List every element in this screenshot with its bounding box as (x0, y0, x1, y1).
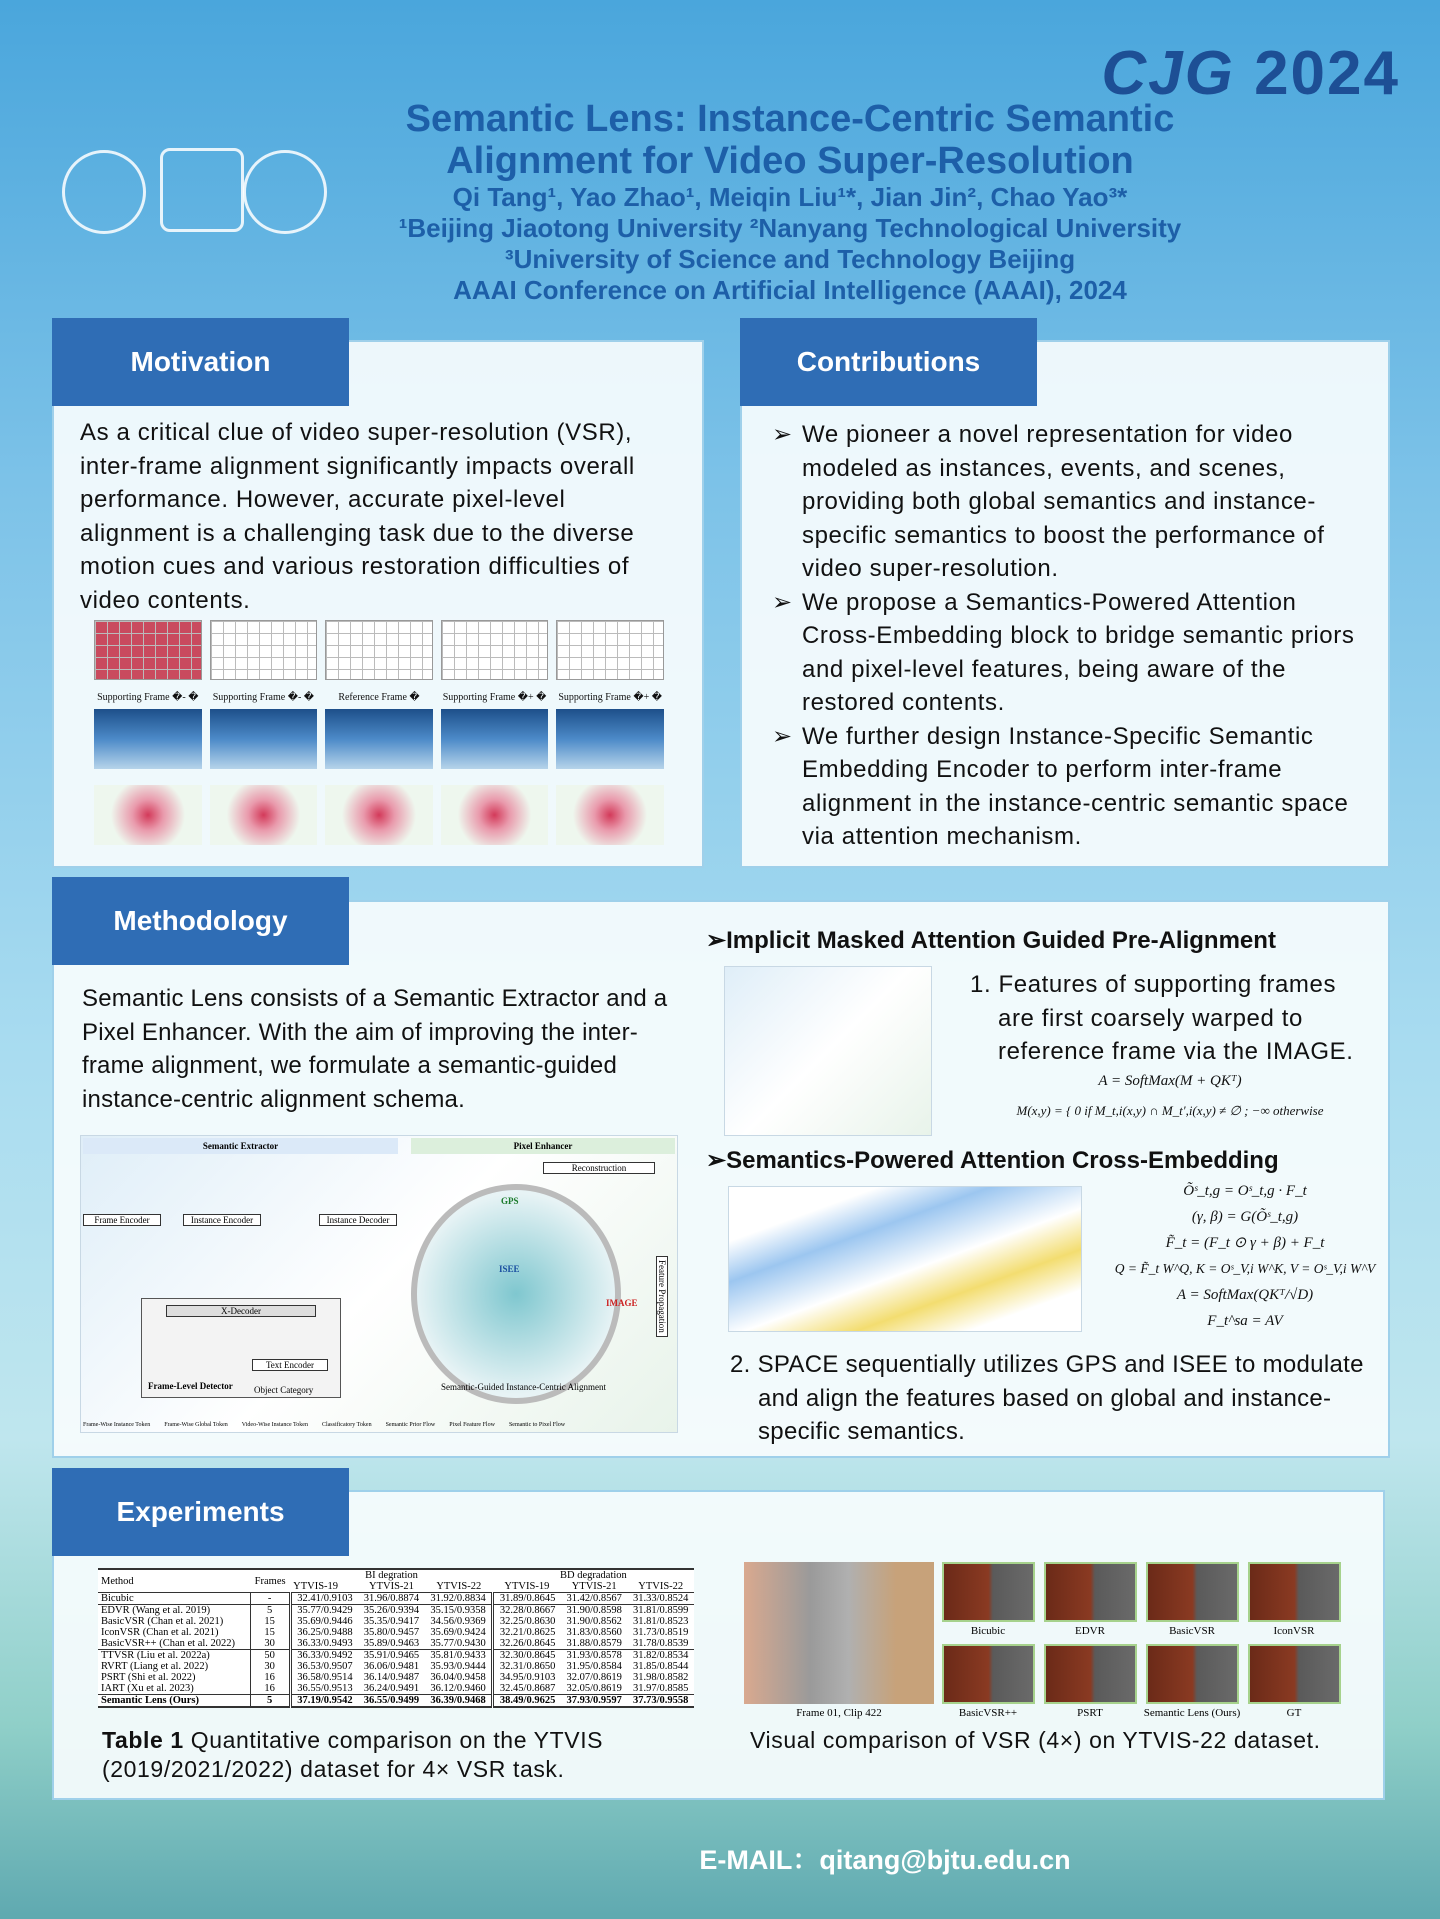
table-row (98, 1616, 694, 1627)
legend-item: Classificatory Token (321, 1422, 372, 1428)
frame-label: Supporting Frame �+ � (442, 692, 547, 703)
university-seal-1 (62, 150, 146, 234)
table-row (98, 1661, 694, 1672)
table-cell: 15 (250, 1627, 290, 1638)
legend-item: Video-Wise Instance Token (241, 1422, 308, 1428)
comparison-crop (1248, 1562, 1341, 1622)
comparison-crop (942, 1562, 1035, 1622)
equation: F_t^sa = AV (1207, 1313, 1283, 1329)
table-cell: Semantic Lens (Ours) (98, 1695, 250, 1708)
table-row (98, 1605, 694, 1617)
table-cell: 30 (250, 1638, 290, 1650)
sgica-label: Semantic-Guided Instance-Centric Alignment (441, 1382, 606, 1392)
frame-level-detector (141, 1298, 341, 1398)
section1-step: 1. Features of supporting frames are first coarsely warped to reference frame via the IMAGE. (970, 971, 1354, 1065)
experiments-heading: Experiments (52, 1468, 349, 1556)
comparison-crop (1146, 1644, 1239, 1704)
table-cell: 30 (250, 1661, 290, 1672)
mask-image (556, 620, 664, 680)
table-cell: RVRT (Liang et al. 2022) (101, 1661, 209, 1672)
table-cell: 35.93/0.9444 (430, 1661, 486, 1672)
methodology-heading: Methodology (52, 877, 349, 965)
col-bi: BI degration (365, 1570, 418, 1581)
table-cell: EDVR (Wang et al. 2019) (98, 1605, 250, 1617)
equation: A = SoftMax(QKᵀ/√D) (1176, 1287, 1314, 1303)
section2-heading: ➢Semantics-Powered Attention Cross-Embedding (706, 1147, 1279, 1174)
table-cell: 35.26/0.9394 (358, 1605, 424, 1617)
section1-heading: ➢Implicit Masked Attention Guided Pre-Alignment (706, 927, 1276, 954)
space-equations (1090, 1178, 1400, 1334)
equation-attention: A = SoftMax(M + QKᵀ) (1098, 1073, 1242, 1089)
col-bd: BD degradation (560, 1570, 627, 1581)
logo-text: CJG (1101, 39, 1235, 108)
equation: F̃_t = (F_t ⊙ γ + β) + F_t (1165, 1235, 1325, 1251)
section2-heading-text: Semantics-Powered Attention Cross-Embedding (726, 1147, 1279, 1174)
table-cell: 36.55/0.9499 (358, 1695, 424, 1708)
motivation-figure (94, 620, 664, 855)
instance-decoder-block: Instance Decoder (319, 1214, 397, 1226)
table-row (98, 1650, 694, 1662)
col-dataset: YTVIS-19 (293, 1581, 339, 1592)
contribution-item: ➢ We pioneer a novel representation for video modeled as instances, events, and scenes, providing both global semantics and instance-specific semantics to boost the performance of video super-resolution. (772, 418, 1362, 586)
instance-encoder-block: Instance Encoder (183, 1214, 261, 1226)
comparison-crop (1044, 1644, 1137, 1704)
table-cell: 31.88/0.8579 (566, 1638, 622, 1649)
motivation-heading: Motivation (52, 318, 349, 406)
frame-photo (556, 709, 664, 769)
semantic-lens-graphic (411, 1184, 621, 1404)
comparison-crop (1044, 1562, 1137, 1622)
table-row (98, 1627, 694, 1638)
visual-comparison-figure (744, 1562, 1354, 1722)
table-cell: 35.77/0.9429 (290, 1605, 358, 1617)
table-cell: 32.26/0.8645 (493, 1638, 561, 1650)
equation-mask: M(x,y) = { 0 if M_t,i(x,y) ∩ M_t',i(x,y) ≠ ∅ ; −∞ otherwise (1016, 1103, 1324, 1118)
feature-propagation-block: Feature Propagation (656, 1256, 668, 1337)
table-cell: 36.14/0.9487 (363, 1672, 420, 1683)
table-cell: 5 (250, 1605, 290, 1617)
method-label: Bicubic (970, 1625, 1006, 1637)
table-cell: 31.81/0.8523 (633, 1616, 689, 1627)
table-cell: 31.81/0.8599 (627, 1605, 694, 1617)
table-cell: 32.41/0.9103 (290, 1593, 358, 1605)
table-cell: 31.78/0.8539 (633, 1638, 689, 1649)
contribution-item: ➢ We propose a Semantics-Powered Attention Cross-Embedding block to bridge semantic priors and pixel-level features, being aware of the restored contents. (772, 586, 1362, 720)
isee-label: ISEE (499, 1264, 520, 1274)
table-cell: 31.95/0.8584 (566, 1661, 622, 1672)
contribution-item: ➢ We further design Instance-Specific Semantic Embedding Encoder to perform inter-frame alignment in the instance-centric semantic space via attention mechanism. (772, 720, 1362, 854)
attention-map (94, 785, 202, 845)
table-cell: 32.21/0.8625 (493, 1627, 561, 1638)
authors: Qi Tang¹, Yao Zhao¹, Meiqin Liu¹*, Jian Jin², Chao Yao³* (452, 182, 1128, 212)
mask-image (210, 620, 318, 680)
method-label: BasicVSR++ (958, 1707, 1018, 1719)
table-cell: 32.31/0.8650 (493, 1661, 561, 1672)
table-cell: 32.45/0.8687 (493, 1683, 561, 1695)
table-cell: 35.81/0.9433 (425, 1650, 493, 1662)
col-dataset: YTVIS-21 (571, 1581, 617, 1592)
image-module-figure (724, 966, 932, 1136)
venue: AAAI Conference on Artificial Intelligence (AAAI), 2024 (453, 275, 1127, 305)
col-dataset: YTVIS-22 (638, 1581, 684, 1592)
table-caption (102, 1726, 702, 1784)
table-cell: 31.85/0.8544 (633, 1661, 689, 1672)
table-cell: 35.69/0.9424 (430, 1627, 486, 1638)
method-label: EDVR (1075, 1625, 1105, 1637)
comparison-crop (1248, 1644, 1341, 1704)
table-cell: 32.30/0.8645 (493, 1650, 561, 1662)
comparison-crop (942, 1644, 1035, 1704)
col-frames: Frames (254, 1575, 286, 1587)
image-label: IMAGE (606, 1298, 638, 1308)
table-cell: 31.83/0.8560 (566, 1627, 622, 1638)
frame-encoder-block: Frame Encoder (83, 1214, 161, 1226)
col-dataset: YTVIS-21 (369, 1581, 414, 1592)
section2-step: 2. SPACE sequentially utilizes GPS and ISEE to modulate and align the features based on global and instance-specific semantics. (730, 1351, 1364, 1445)
motivation-text: As a critical clue of video super-resolution (VSR), inter-frame alignment significantly impacts overall performance. However, accurate pixel-level alignment is a challenging task due to the diverse motion cues and various restoration difficulties of video contents. (80, 419, 635, 614)
university-seal-2 (160, 148, 244, 232)
table-cell: 31.90/0.8598 (561, 1605, 627, 1617)
table-cell: TTVSR (Liu et al. 2022a) (98, 1650, 250, 1662)
space-module-figure (728, 1186, 1082, 1332)
title-line-1: Semantic Lens: Instance-Centric Semantic (405, 98, 1175, 140)
author-block (250, 182, 1330, 306)
table-cell: 37.93/0.9597 (561, 1695, 627, 1708)
frame-label: Reference Frame � (338, 692, 420, 703)
x-decoder-block: X-Decoder (166, 1305, 316, 1317)
comparison-crop (1146, 1562, 1239, 1622)
table-cell: 31.92/0.8834 (425, 1593, 493, 1605)
section1-heading-text: Implicit Masked Attention Guided Pre-Alignment (726, 927, 1276, 954)
table-cell: 31.90/0.8562 (566, 1616, 622, 1627)
attention-map (556, 785, 664, 845)
table-cell: 5 (250, 1695, 290, 1708)
table-cell: 31.96/0.8874 (358, 1593, 424, 1605)
frame-label: Supporting Frame �- � (97, 692, 199, 703)
table-cell: 38.49/0.9625 (493, 1695, 561, 1708)
col-method: Method (101, 1575, 134, 1587)
frame-photo (325, 709, 433, 769)
frame-photo (441, 709, 549, 769)
table-cell: 31.82/0.8534 (627, 1650, 694, 1662)
methodology-text: Semantic Lens consists of a Semantic Extractor and a Pixel Enhancer. With the aim of improving the inter-frame alignment, we formulate a semantic-guided instance-centric alignment schema. (82, 985, 668, 1113)
method-label: BasicVSR (1169, 1625, 1215, 1637)
gps-label: GPS (501, 1196, 519, 1206)
street-frame-image (744, 1562, 934, 1704)
table-cell: BasicVSR++ (Chan et al. 2022) (101, 1638, 236, 1649)
affiliation-2: ³University of Science and Technology Beijing (504, 244, 1076, 274)
table-cell: 50 (250, 1650, 290, 1662)
method-label: Semantic Lens (Ours) (1143, 1707, 1241, 1719)
attention-map (325, 785, 433, 845)
table-cell: 32.28/0.8667 (493, 1605, 561, 1617)
results-table-container (98, 1568, 694, 1708)
table-cell: 35.91/0.9465 (358, 1650, 424, 1662)
attention-map (210, 785, 318, 845)
table-cell: 36.04/0.9458 (430, 1672, 486, 1683)
table-cell: 35.77/0.9430 (430, 1638, 486, 1649)
table-cell: 35.89/0.9463 (363, 1638, 420, 1649)
table-cell: Bicubic (98, 1593, 250, 1605)
table-cell: 32.07/0.8619 (566, 1672, 622, 1683)
table-cell: IconVSR (Chan et al. 2021) (101, 1627, 219, 1638)
attention-map (441, 785, 549, 845)
table-cell: 36.33/0.9492 (290, 1650, 358, 1662)
table-cell: 16 (250, 1683, 290, 1695)
method-label: PSRT (1077, 1707, 1103, 1719)
table-cell: 31.42/0.8567 (561, 1593, 627, 1605)
col-dataset: YTVIS-19 (504, 1581, 550, 1592)
method-label: GT (1286, 1707, 1302, 1719)
table-cell: 36.06/0.9481 (363, 1661, 420, 1672)
equation: (γ, β) = G(Õˢ_t,g) (1191, 1209, 1299, 1225)
affiliation-1: ¹Beijing Jiaotong University ²Nanyang Technological University (398, 213, 1182, 243)
visual-caption: Visual comparison of VSR (4×) on YTVIS-22 dataset. (750, 1727, 1321, 1753)
frame-photo (94, 709, 202, 769)
table-cell: 35.80/0.9457 (363, 1627, 420, 1638)
contributions-heading: Contributions (740, 318, 1037, 406)
table-cell: 36.55/0.9513 (290, 1683, 358, 1695)
equation: Õˢ_t,g = Oˢ_t,g · F_t (1183, 1183, 1307, 1199)
table-cell: 15 (250, 1616, 290, 1627)
table-cell: - (250, 1593, 290, 1605)
frame-level-detector-label: Frame-Level Detector (148, 1381, 233, 1391)
semantic-extractor-label: Semantic Extractor (83, 1138, 398, 1154)
table-cell: 31.89/0.8645 (493, 1593, 561, 1605)
table-cell: 36.39/0.9468 (425, 1695, 493, 1708)
table-cell: 36.33/0.9493 (290, 1638, 358, 1650)
table-cell: 36.24/0.9491 (363, 1683, 420, 1694)
text-encoder-block: Text Encoder (252, 1359, 328, 1371)
diagram-legend (83, 1422, 565, 1428)
object-category-label: Object Category (254, 1385, 314, 1395)
frame-label: Supporting Frame �- � (212, 692, 315, 703)
table-cell: 36.12/0.9460 (430, 1683, 486, 1694)
table-cell: 36.58/0.9514 (290, 1672, 358, 1683)
logo-year: 2024 (1254, 39, 1400, 108)
method-label: IconVSR (1273, 1625, 1315, 1637)
title-line-2: Alignment for Video Super-Resolution (446, 140, 1134, 182)
table-cell: 35.15/0.9358 (425, 1605, 493, 1617)
table-cell: 35.69/0.9446 (290, 1616, 358, 1627)
table-row (98, 1683, 694, 1695)
table-cell: 32.05/0.8619 (566, 1683, 622, 1694)
legend-item: Frame-Wise Instance Token (83, 1422, 151, 1428)
table-caption-text: Quantitative comparison on the YTVIS (2019/2021/2022) dataset for 4× VSR task. (102, 1727, 604, 1782)
col-dataset: YTVIS-22 (436, 1581, 482, 1592)
table-cell: 37.19/0.9542 (290, 1695, 358, 1708)
table-cell: 36.53/0.9507 (290, 1661, 358, 1672)
frame-label: Supporting Frame �+ � (558, 692, 662, 703)
table-cell: IART (Xu et al. 2023) (101, 1683, 194, 1694)
table-cell: 32.25/0.8630 (493, 1616, 561, 1627)
frame-photo (210, 709, 318, 769)
equation: Q = F̃_t W^Q, K = Oˢ_V,i W^K, V = Oˢ_V,i W^V (1114, 1261, 1376, 1276)
reconstruction-block: Reconstruction (543, 1162, 655, 1174)
table-cell: 31.98/0.8582 (633, 1672, 689, 1683)
table-row (98, 1695, 694, 1708)
table-cell: 34.56/0.9369 (430, 1616, 486, 1627)
legend-item: Semantic to Pixel Flow (508, 1422, 566, 1428)
table-cell: BasicVSR (Chan et al. 2021) (101, 1616, 224, 1627)
legend-item: Pixel Feature Flow (449, 1422, 495, 1428)
contributions-list (772, 418, 1362, 854)
results-table (98, 1568, 694, 1708)
table-cell: 35.35/0.9417 (363, 1616, 420, 1627)
mask-image (441, 620, 549, 680)
architecture-diagram (80, 1135, 678, 1433)
contact-email: E-MAIL：qitang@bjtu.edu.cn (699, 1845, 1071, 1875)
table-row (98, 1638, 694, 1650)
table-cell: 31.97/0.8585 (633, 1683, 689, 1694)
legend-item: Frame-Wise Global Token (164, 1422, 228, 1428)
table-cell: 16 (250, 1672, 290, 1683)
table-cell: 34.95/0.9103 (493, 1672, 561, 1683)
mask-image (325, 620, 433, 680)
table-caption-label: Table 1 (102, 1727, 184, 1753)
legend-item: Semantic Prior Flow (385, 1422, 436, 1428)
pixel-enhancer-label: Pixel Enhancer (411, 1138, 675, 1154)
table-cell: 31.33/0.8524 (627, 1593, 694, 1605)
poster-title (250, 98, 1330, 182)
table-cell: 36.25/0.9488 (290, 1627, 358, 1638)
table-cell: 31.93/0.8578 (561, 1650, 627, 1662)
table-cell: 37.73/0.9558 (627, 1695, 694, 1708)
table-row (98, 1672, 694, 1683)
mask-image (94, 620, 202, 680)
frame-caption: Frame 01, Clip 422 (796, 1707, 882, 1719)
table-cell: PSRT (Shi et al. 2022) (101, 1672, 196, 1683)
table-row (98, 1593, 694, 1605)
table-cell: 31.73/0.8519 (633, 1627, 689, 1638)
